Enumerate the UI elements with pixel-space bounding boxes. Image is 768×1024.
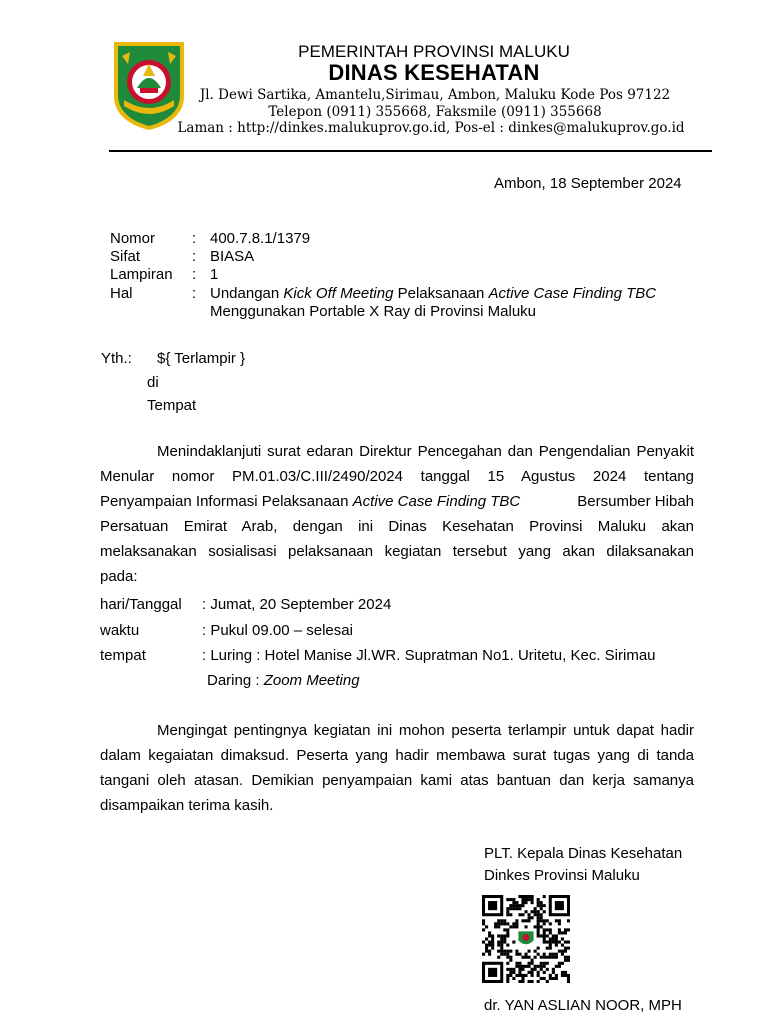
text-segment: Penyampaian Informasi Pelaksanaan bbox=[100, 493, 353, 510]
lampiran-colon: : bbox=[192, 266, 197, 283]
hal-text: Undangan bbox=[210, 285, 284, 302]
hal-line-2: Menggunakan Portable X Ray di Provinsi Maluku bbox=[210, 303, 537, 320]
recipient-name: ${ Terlampir } bbox=[157, 350, 246, 367]
schedule-day-label: hari/Tanggal bbox=[100, 596, 182, 613]
schedule-online bbox=[207, 672, 360, 690]
sifat-colon: : bbox=[192, 248, 197, 265]
lampiran-value: 1 bbox=[210, 266, 219, 283]
hal-text: Pelaksanaan bbox=[393, 285, 489, 302]
paragraph-1-line: Menindaklanjuti surat edaran Direktur Pencegahan dan Pengendalian Penyakit bbox=[157, 443, 694, 460]
text-segment: Bersumber Hibah bbox=[577, 493, 694, 510]
paragraph-1-line: Persatuan Emirat Arab, dengan ini Dinas Kesehatan Provinsi Maluku akan bbox=[100, 518, 694, 535]
paragraph-2-line: tangani oleh atasan. Demikian penyampaian kami atas bantuan dan kerja samanya bbox=[100, 772, 694, 789]
paragraph-1-line: melaksanakan sosialisasi pelaksanaan kegiatan tersebut yang akan dilaksanakan bbox=[100, 543, 694, 560]
paragraph-1-line: pada: bbox=[100, 568, 138, 585]
hal-colon: : bbox=[192, 285, 197, 302]
nomor-label: Nomor bbox=[110, 230, 156, 247]
letterhead-government: PEMERINTAH PROVINSI MALUKU bbox=[298, 42, 570, 61]
nomor-colon: : bbox=[192, 230, 197, 247]
sifat-value: BIASA bbox=[210, 248, 255, 265]
letterhead-web: Laman : http://dinkes.malukuprov.go.id, Pos-el : dinkes@malukuprov.go.id bbox=[177, 120, 685, 136]
schedule-time-value: : Pukul 09.00 – selesai bbox=[202, 622, 353, 639]
nomor-value: 400.7.8.1/1379 bbox=[210, 230, 311, 247]
text-segment bbox=[100, 489, 520, 514]
paragraph-2-line: Mengingat pentingnya kegiatan ini mohon peserta terlampir untuk dapat hadir bbox=[157, 722, 694, 739]
hal-label: Hal bbox=[110, 285, 133, 302]
recipient-place: Tempat bbox=[147, 397, 197, 414]
schedule-online-value: Zoom Meeting bbox=[263, 672, 360, 689]
schedule-day-value: : Jumat, 20 September 2024 bbox=[202, 596, 392, 613]
hal-acf: Active Case Finding TBC bbox=[488, 285, 657, 302]
recipient-label: Yth.: bbox=[101, 350, 132, 367]
qr-code-signature bbox=[482, 895, 570, 983]
schedule-online-label: Daring : bbox=[207, 672, 264, 689]
schedule-time-label: waktu bbox=[100, 622, 140, 639]
paragraph-2-line: disampaikan terima kasih. bbox=[100, 797, 274, 814]
signature-title-2: Dinkes Provinsi Maluku bbox=[484, 867, 640, 884]
letterhead-phone: Telepon (0911) 355668, Faksmile (0911) 355668 bbox=[268, 104, 602, 120]
sifat-label: Sifat bbox=[110, 248, 141, 265]
paragraph-1-line: Menular nomor PM.01.03/C.III/2490/2024 tanggal 15 Agustus 2024 tentang bbox=[100, 468, 694, 485]
lampiran-label: Lampiran bbox=[110, 266, 173, 283]
schedule-place-value: : Luring : Hotel Manise Jl.WR. Supratman No1. Uritetu, Kec. Sirimau bbox=[202, 647, 656, 664]
acf-italic: Active Case Finding TBC bbox=[352, 493, 521, 510]
letterhead-address: Jl. Dewi Sartika, Amantelu,Sirimau, Ambon, Maluku Kode Pos 97122 bbox=[199, 87, 671, 103]
signature-title-1: PLT. Kepala Dinas Kesehatan bbox=[484, 845, 683, 862]
hal-kickoff: Kick Off Meeting bbox=[283, 285, 394, 302]
paragraph-2-line: dalam kegaiatan dimaksud. Peserta yang hadir membawa surat tugas yang di tanda bbox=[100, 747, 694, 764]
paragraph-1 bbox=[100, 439, 694, 589]
schedule-place-label: tempat bbox=[100, 647, 146, 664]
place-date: Ambon, 18 September 2024 bbox=[494, 175, 682, 192]
signature-name: dr. YAN ASLIAN NOOR, MPH bbox=[484, 997, 682, 1014]
paragraph-2 bbox=[100, 718, 694, 818]
letterhead-office: DINAS KESEHATAN bbox=[328, 60, 540, 85]
recipient-di: di bbox=[147, 374, 159, 391]
letterhead-divider bbox=[109, 150, 712, 152]
hal-line-1 bbox=[210, 285, 656, 303]
paragraph-1-line bbox=[100, 489, 694, 514]
